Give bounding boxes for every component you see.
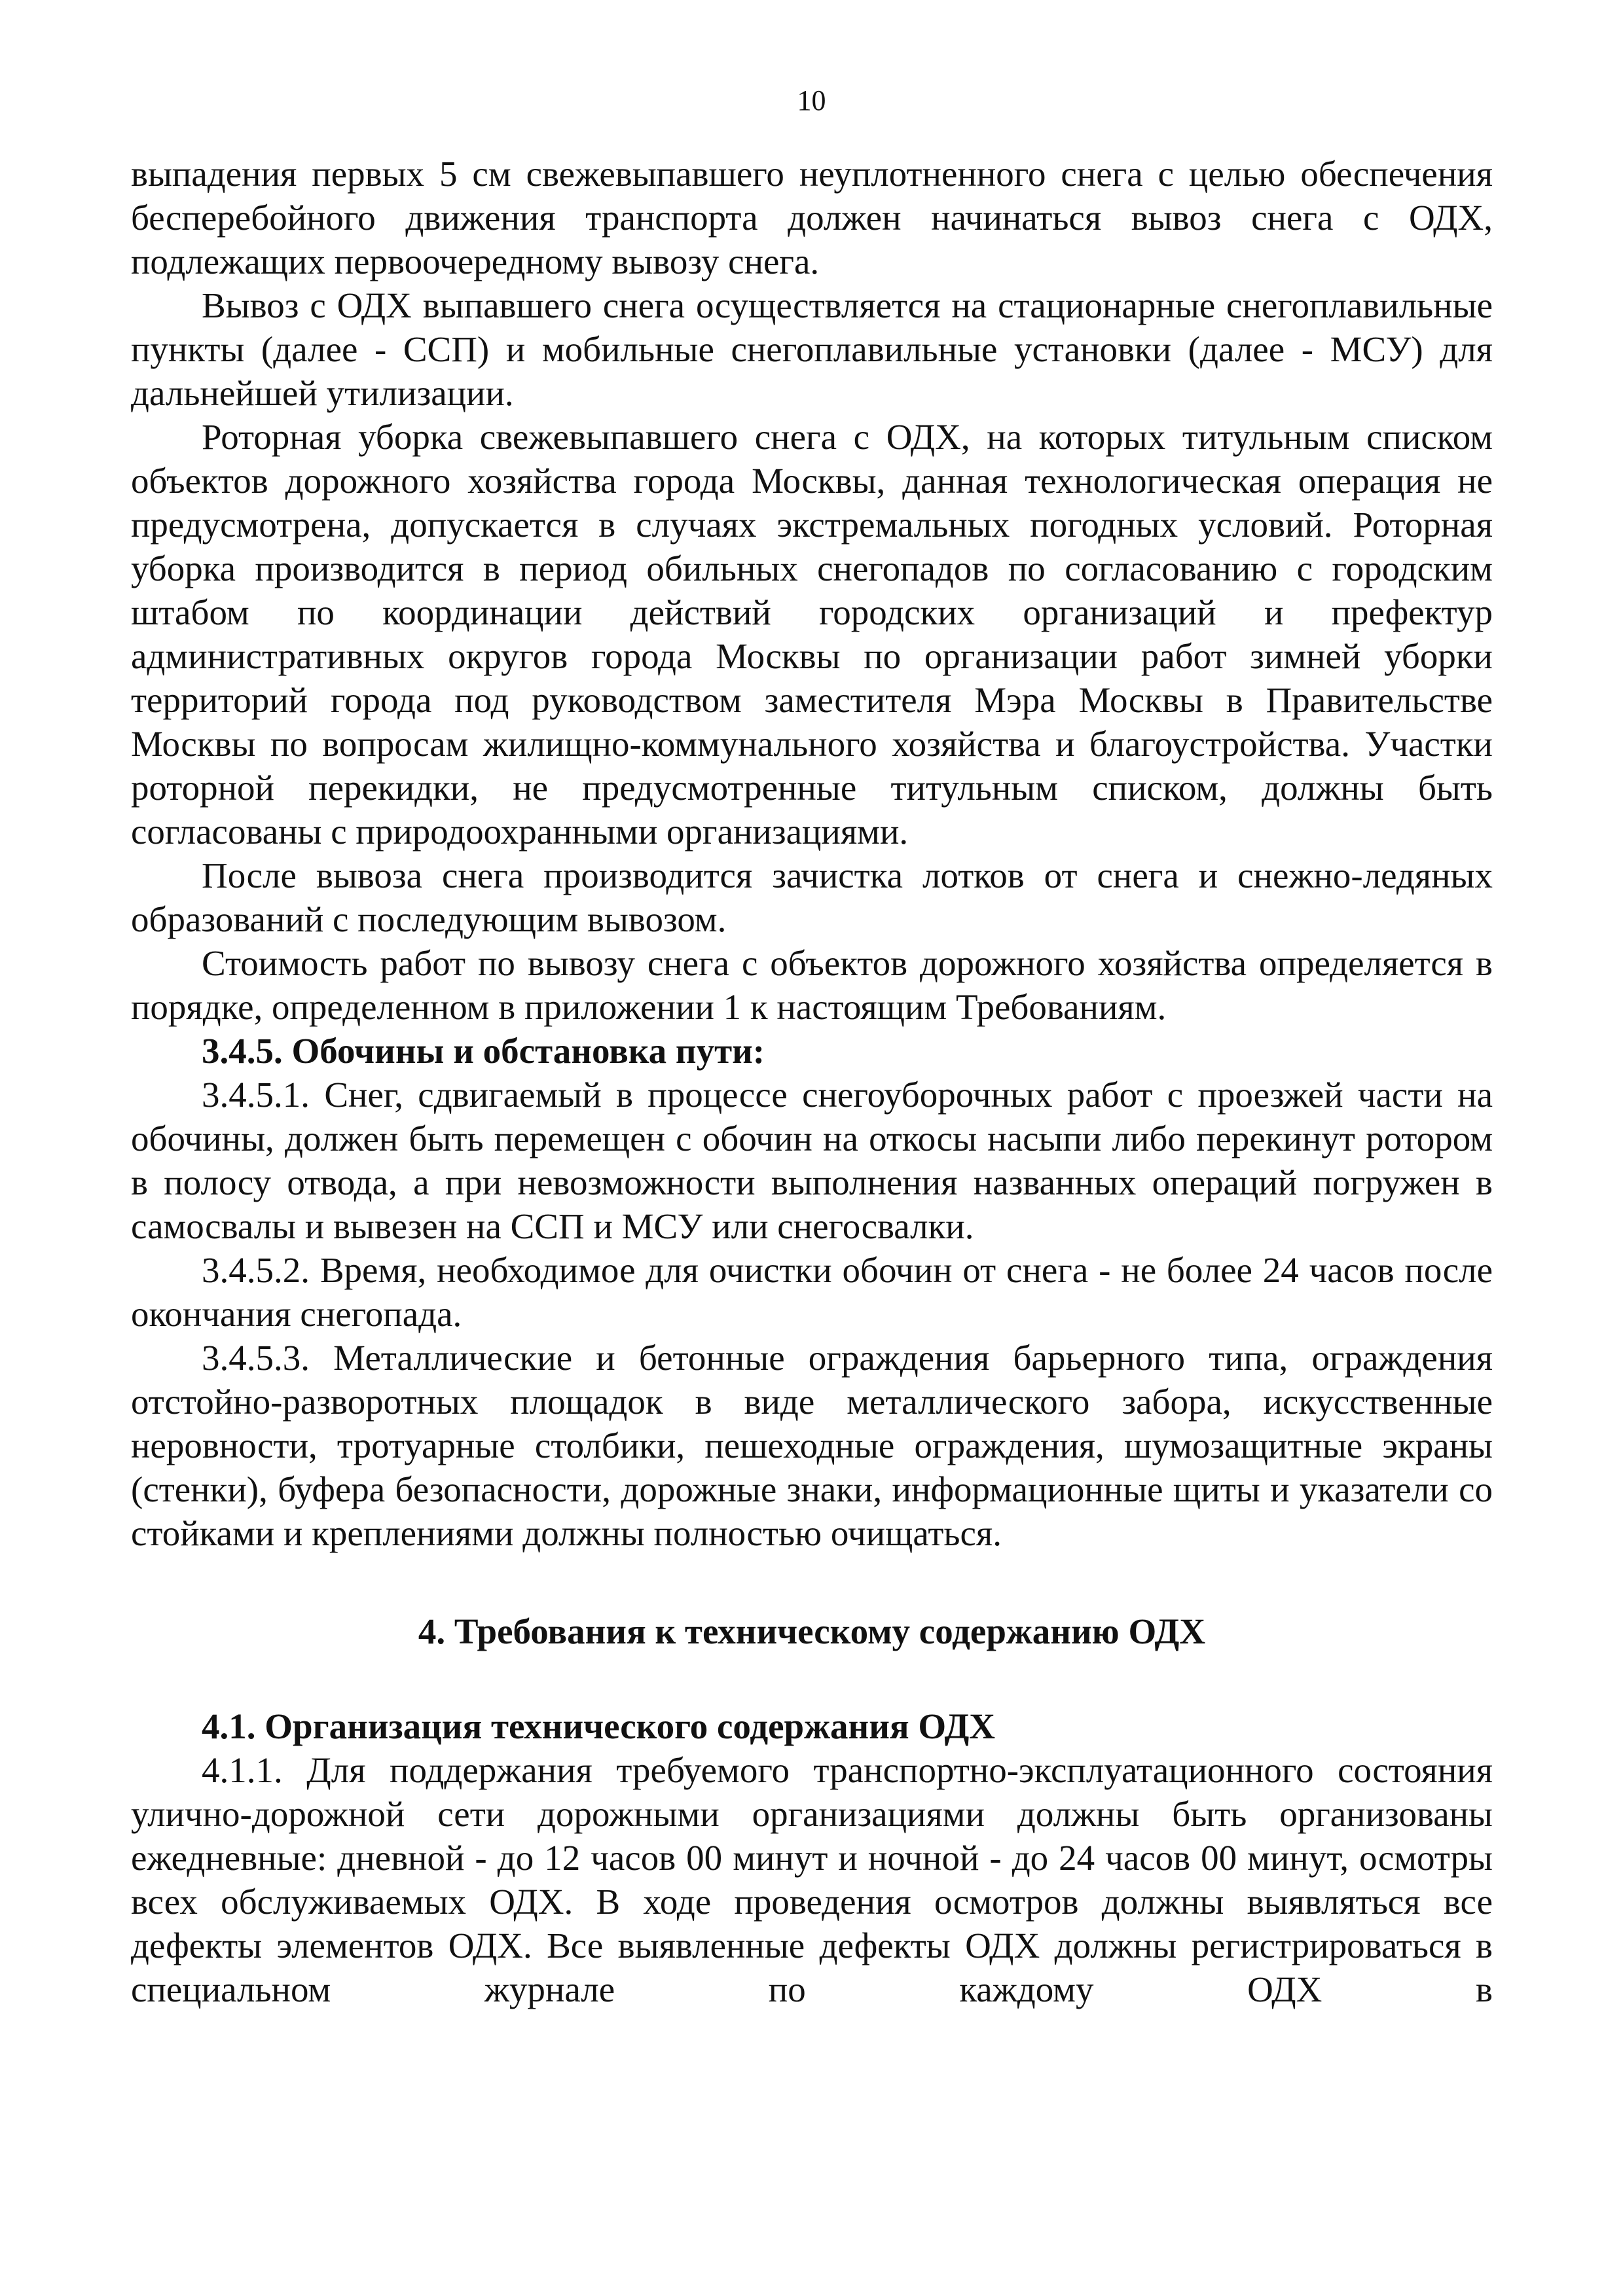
document-body: [131, 152, 1493, 2011]
clause-4-1-1: 4.1.1. Для поддержания требуемого транспортно-эксплуатационного состояния улично-дорожной сети дорожными организациями должны быть организованы ежедневные: дневной - до 12 часов 00 минут и ночной - до 24 часов 00 минут, осмотры всех обслуживаемых ОДХ. В ходе проведения осмотров должны выявляться все дефекты элементов ОДХ. Все выявленные дефекты ОДХ должны регистрироваться в специальном журнале по каждому ОДХ в: [131, 1750, 1493, 2009]
paragraph-cost: Стоимость работ по вывозу снега с объектов дорожного хозяйства определяется в порядке, определенном в приложении 1 к настоящим Требованиям.: [131, 943, 1493, 1027]
page-number: 10: [797, 84, 826, 117]
clause-3-4-5-2: 3.4.5.2. Время, необходимое для очистки обочин от снега - не более 24 часов после окончания снегопада.: [131, 1250, 1493, 1334]
section-heading-4: 4. Требования к техническому содержанию ОДХ: [418, 1611, 1206, 1651]
paragraph-snow-removal-ssp: Вывоз с ОДХ выпавшего снега осуществляется на стационарные снегоплавильные пункты (далее - ССП) и мобильные снегоплавильные установки (далее - МСУ) для дальнейшей утилизации.: [131, 285, 1493, 413]
clause-3-4-5-3: 3.4.5.3. Металлические и бетонные ограждения барьерного типа, ограждения отстойно-разворотных площадок в виде металлического забора, искусственные неровности, тротуарные столбики, пешеходные ограждения, шумозащитные экраны (стенки), буфера безопасности, дорожные знаки, информационные щиты и указатели со стойками и креплениями должны полностью очищаться.: [131, 1338, 1493, 1553]
paragraph-gutter-cleaning: После вывоза снега производится зачистка лотков от снега и снежно-ледяных образований с последующим вывозом.: [131, 855, 1493, 939]
subsection-heading-4-1: 4.1. Организация технического содержания ОДХ: [202, 1706, 996, 1746]
clause-3-4-5-1: 3.4.5.1. Снег, сдвигаемый в процессе снегоуборочных работ с проезжей части на обочины, должен быть перемещен с обочин на откосы насыпи либо перекинут ротором в полосу отвода, а при невозможности выполнения названных операций погружен в самосвалы и вывезен на ССП и МСУ или снегосвалки.: [131, 1075, 1493, 1246]
paragraph-continuation: выпадения первых 5 см свежевыпавшего неуплотненного снега с целью обеспечения бесперебойного движения транспорта должен начинаться вывоз снега с ОДХ, подлежащих первоочередному вывозу снега.: [131, 154, 1493, 281]
subsection-heading-3-4-5: 3.4.5. Обочины и обстановка пути:: [202, 1031, 765, 1071]
paragraph-rotary-cleaning: Роторная уборка свежевыпавшего снега с ОДХ, на которых титульным списком объектов дорожного хозяйства города Москвы, данная технологическая операция не предусмотрена, допускается в случаях экстремальных погодных условий. Роторная уборка производится в период обильных снегопадов по согласованию с городским штабом по координации действий городских организаций и префектур административных округов города Москвы по организации работ зимней уборки территорий города под руководством заместителя Мэра Москвы в Правительстве Москвы по вопросам жилищно-коммунального хозяйства и благоустройства. Участки роторной перекидки, не предусмотренные титульным списком, должны быть согласованы с природоохранными организациями.: [131, 417, 1493, 852]
